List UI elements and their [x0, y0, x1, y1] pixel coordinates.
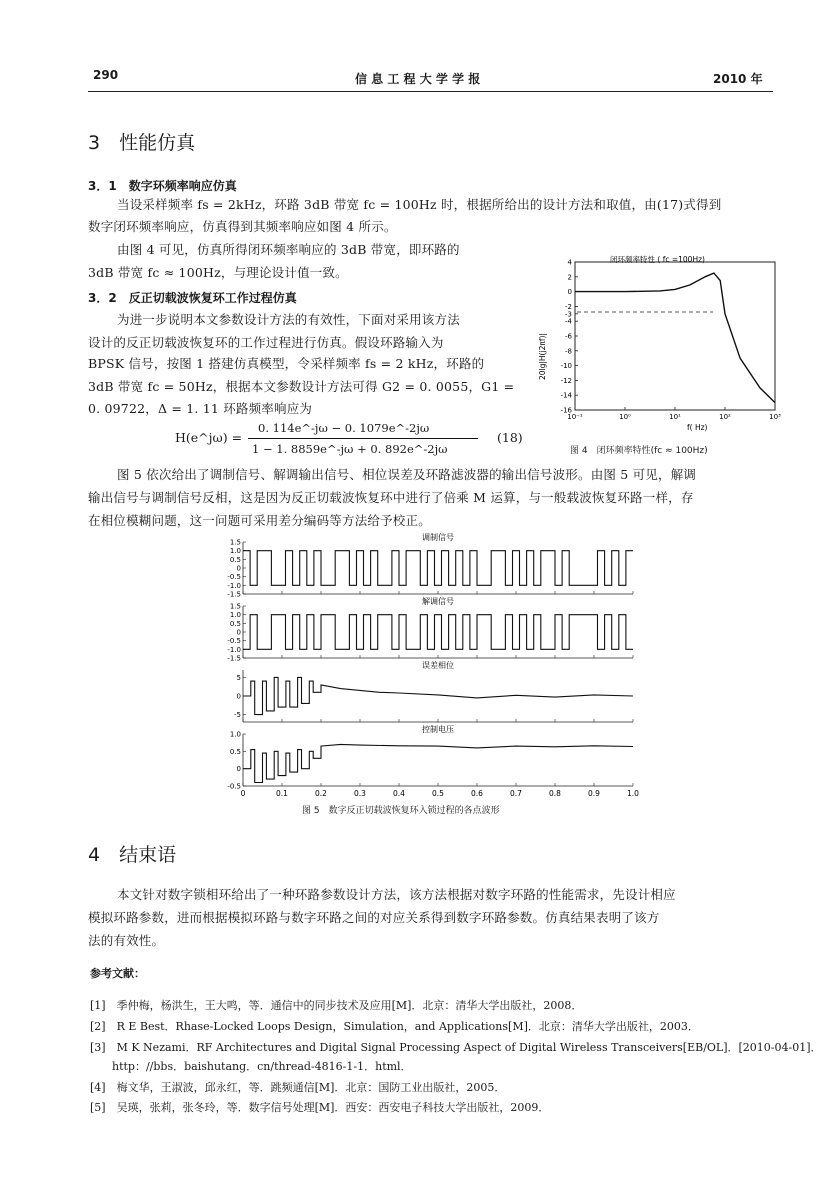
x-tick-label: 0.6: [471, 789, 483, 798]
equation-number: (18): [497, 430, 523, 445]
y-tick-label: 0: [236, 628, 241, 637]
figure-4-caption: 图 4 闭环频率特性(fc ≈ 100Hz): [570, 446, 708, 456]
para-line: 为进一步说明本文参数设计方法的有效性，下面对采用该方法: [117, 312, 460, 327]
section-3-title: 3 性能仿真: [88, 132, 196, 154]
waveform-line: [243, 551, 633, 586]
x-tick-label: 1.0: [627, 789, 639, 798]
x-tick-label: 10⁰: [619, 413, 631, 421]
y-tick-label: -6: [565, 332, 572, 341]
frequency-response-curve: [575, 273, 775, 403]
header-rule: [88, 91, 773, 92]
figure-5-chart: [215, 530, 639, 798]
figure-4-chart: [535, 250, 785, 460]
x-tick-label: 0.1: [276, 789, 288, 798]
y-tick-label: 0.5: [229, 619, 241, 628]
x-tick-label: 0.4: [393, 789, 405, 798]
journal-name: 信 息 工 程 大 学 学 报: [355, 72, 481, 86]
y-tick-label: -1.0: [227, 645, 241, 654]
y-tick-label: 4: [567, 258, 572, 267]
panel-title: 误差相位: [422, 661, 454, 670]
para-line: 模拟环路参数，进而根据模拟环路与数字环路之间的对应关系得到数字环路参数。仿真结果表明了该方: [88, 910, 660, 925]
figure-4-ylabel: 20lg|H(j2πf)|: [538, 333, 547, 380]
waveform-line: [243, 615, 633, 650]
reference-item: [1] 季仲梅，杨洪生，王大鸣，等．通信中的同步技术及应用[M]．北京：清华大学出版社，2008．: [90, 999, 583, 1012]
panel-title: 解调信号: [422, 597, 454, 606]
y-tick-label: -12: [560, 376, 572, 385]
x-tick-label: 10²: [719, 413, 731, 421]
y-tick-label: -0.5: [227, 782, 241, 791]
waveform-line: [243, 744, 633, 782]
x-tick-label: 0.5: [432, 789, 444, 798]
y-tick-label: -16: [560, 406, 572, 415]
section-3-1-title: 3．1 数字环频率响应仿真: [88, 179, 237, 193]
y-tick-label: -3: [565, 310, 572, 319]
y-tick-label: 0: [236, 692, 241, 701]
y-tick-label: 0.5: [229, 555, 241, 564]
y-tick-label: 2: [567, 273, 572, 282]
y-tick-label: 0: [236, 564, 241, 573]
reference-item: [2] R E Best．Rhase-Locked Loops Design，Simulation，and Applications[M]．北京：清华大学出版社，2003．: [90, 1020, 699, 1033]
equation-lhs: H(e^jω) =: [175, 430, 243, 445]
x-tick-label: 0.9: [588, 789, 600, 798]
y-tick-label: 1.0: [229, 611, 241, 620]
panel-title: 控制电压: [422, 725, 454, 734]
panel-title: 调制信号: [422, 533, 454, 542]
para-line: 本文针对数字锁相环给出了一种环路参数设计方法，该方法根据对数字环路的性能需求，先设计相应: [117, 887, 676, 902]
y-tick-label: 0.5: [229, 747, 241, 756]
y-tick-label: -10: [560, 362, 572, 371]
para-line: 数字闭环频率响应，仿真得到其频率响应如图 4 所示。: [88, 219, 397, 234]
y-tick-label: -4: [565, 317, 572, 326]
x-tick-label: 0.8: [549, 789, 561, 798]
para-line: 图 5 依次给出了调制信号、解调输出信号、相位误差及环路滤波器的输出信号波形。由图 5 可见，解调: [117, 467, 697, 482]
page-number: 290: [93, 68, 119, 82]
y-tick-label: 1.0: [229, 547, 241, 556]
y-tick-label: -1.5: [227, 654, 241, 663]
y-tick-label: -8: [565, 347, 572, 356]
x-tick-label: 10¹: [669, 413, 681, 421]
para-line: 在相位模糊问题，这一问题可采用差分编码等方法给予校正。: [88, 513, 431, 528]
y-tick-label: 0: [236, 765, 241, 774]
reference-item: [4] 梅文华，王淑波，邱永红，等．跳频通信[M]．北京：国防工业出版社，2005．: [90, 1081, 506, 1094]
y-tick-label: -1.0: [227, 581, 241, 590]
figure-5-caption: 图 5 数字反正切载波恢复环入锁过程的各点波形: [302, 806, 500, 816]
y-tick-label: 1.5: [229, 538, 241, 547]
y-tick-label: 1.0: [229, 730, 241, 739]
y-tick-label: -0.5: [227, 637, 241, 646]
para-line: 由图 4 可见，仿真所得闭环频率响应的 3dB 带宽，即环路的: [117, 242, 460, 257]
y-tick-label: -14: [560, 391, 572, 400]
equation-numerator: 0. 114e^-jω − 0. 1079e^-2jω: [258, 421, 430, 435]
para-line: 法的有效性。: [88, 933, 165, 948]
reference-item: http：//bbs．baishutang．cn/thread-4816-1-1．html．: [112, 1060, 412, 1073]
y-tick-label: -0.5: [227, 573, 241, 582]
x-tick-label: 0.2: [315, 789, 327, 798]
y-tick-label: 1.5: [229, 602, 241, 611]
reference-item: [3] M K Nezami．RF Architectures and Digital Signal Processing Aspect of Digital Wireless Transceivers[EB/OL]．[2010-04-01]．: [90, 1041, 822, 1054]
x-tick-label: 10⁻¹: [567, 413, 583, 421]
year: 2010 年: [713, 72, 763, 86]
figure-4-title: 闭环频率特性 ( fc =100Hz): [610, 255, 705, 264]
y-tick-label: 5: [236, 673, 241, 682]
para-line: 设计的反正切载波恢复环的工作过程进行仿真。假设环路输入为: [88, 335, 444, 350]
waveform-line: [243, 677, 633, 714]
x-tick-label: 0.3: [354, 789, 366, 798]
y-tick-label: -1.5: [227, 590, 241, 599]
references-heading: 参考文献：: [90, 967, 145, 980]
para-line: 0. 09722，Δ = 1. 11 环路频率响应为: [88, 401, 313, 416]
reference-item: [5] 吴瑛，张莉，张冬玲，等．数字信号处理[M]．西安：西安电子科技大学出版社，2009．: [90, 1101, 550, 1114]
para-line: BPSK 信号，按图 1 搭建仿真模型，令采样频率 fs = 2 kHz，环路的: [88, 356, 485, 371]
fraction-bar: [248, 438, 478, 439]
x-tick-label: 0: [240, 789, 246, 798]
para-line: 当设采样频率 fs = 2kHz，环路 3dB 带宽 fc = 100Hz 时，根据所给出的设计方法和取值，由(17)式得到: [117, 197, 722, 212]
equation-denominator: 1 − 1. 8859e^-jω + 0. 892e^-2jω: [252, 442, 448, 456]
para-line: 3dB 带宽 fc ≈ 100Hz，与理论设计值一致。: [88, 265, 348, 280]
x-tick-label: 10³: [769, 413, 781, 421]
y-tick-label: -2: [565, 302, 572, 311]
y-tick-label: -5: [234, 711, 241, 720]
y-tick-label: 0: [567, 288, 572, 297]
section-3-2-title: 3．2 反正切载波恢复环工作过程仿真: [88, 291, 297, 305]
figure-4-xlabel: f( Hz): [687, 423, 708, 432]
para-line: 输出信号与调制信号反相，这是因为反正切载波恢复环中进行了倍乘 M 运算，与一般载波恢复环路一样，存: [88, 490, 694, 505]
section-4-title: 4 结束语: [88, 844, 177, 866]
x-tick-label: 0.7: [510, 789, 522, 798]
para-line: 3dB 带宽 fc = 50Hz，根据本文参数设计方法可得 G2 = 0. 0055，G1 =: [88, 379, 515, 394]
